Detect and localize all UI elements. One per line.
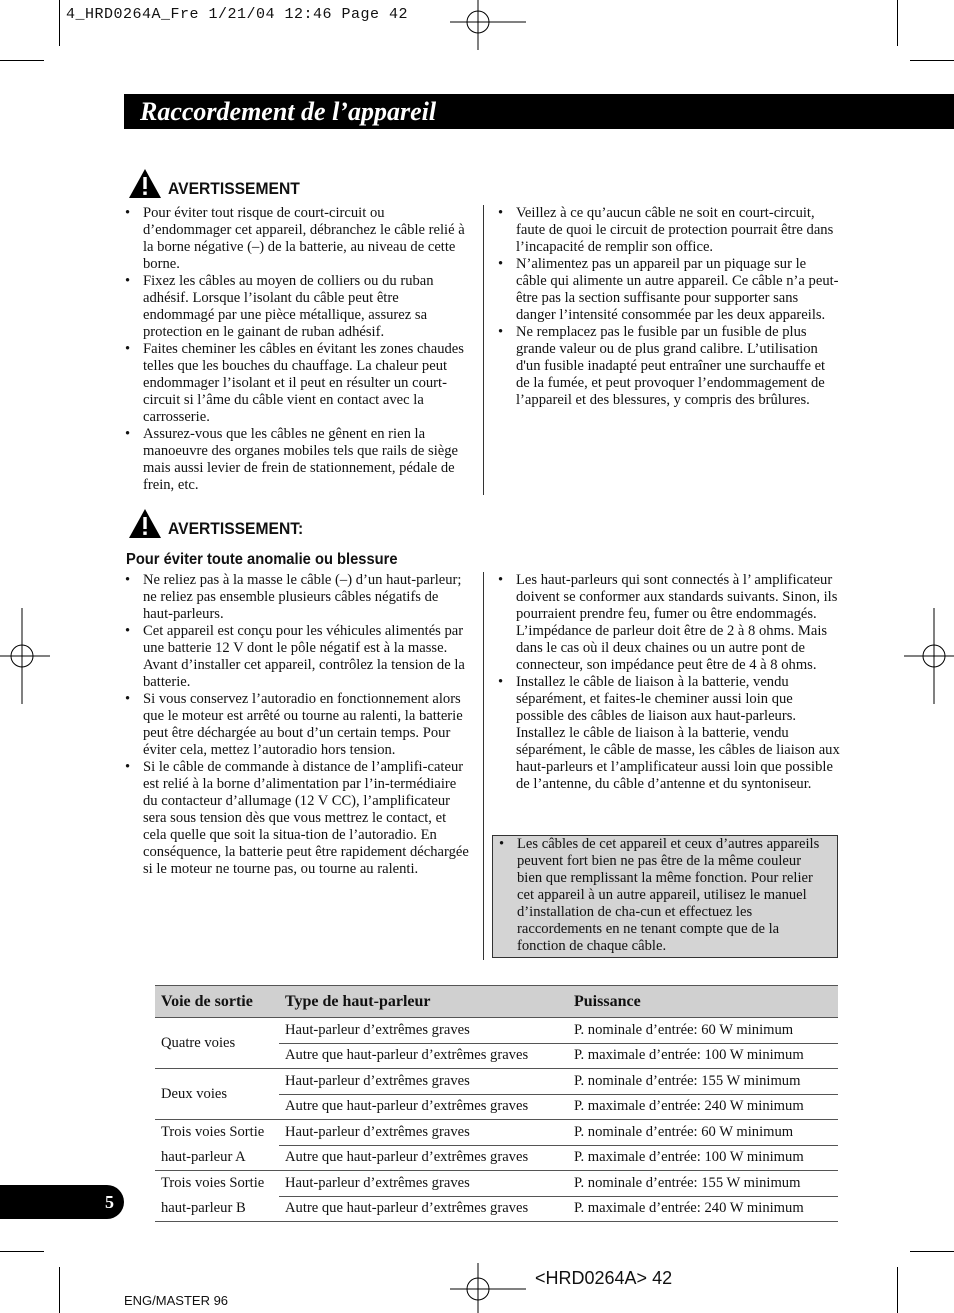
- speaker-table: [155, 985, 838, 1222]
- table-header-row: [155, 986, 838, 1018]
- table-cell: Trois voies Sortie: [161, 1175, 265, 1191]
- list-item: • Ne reliez pas à la masse le câble (–) d’un haut-parleur; ne reliez pas ensemble plusieurs câbles négatifs de haut-parleurs.: [125, 572, 470, 623]
- list-item: • Ne remplacez pas le fusible par un fusible de plus grande valeur ou de plus grand calibre. L’utilisation d'un fusible inadapté peut entraîner une surchauffe et de la fumée, et peut provoquer l’endommagement de l’appareil et des blessures, y compris des brûlures.: [498, 324, 840, 409]
- list-item: • Installez le câble de liaison à la batterie, vendu séparément, et faites-le cheminer aussi loin que possible des câbles de liaison aux haut-parleurs. Installez le câble de liaison à la batterie, vendu séparément, le câble de masse, les câbles de liaison aux haut-parleurs et l’amplificateur aussi loin que possible de l’antenne, du câble d’antenne et du syntoniseur.: [498, 674, 840, 793]
- table-cell: Haut-parleur d’extrêmes graves: [279, 1018, 568, 1044]
- registration-mark-right: [904, 608, 954, 704]
- list-item: • N’alimentez pas un appareil par un piquage sur le câble qui alimente un autre appareil. Ce câble n’a peut-être pas la section suffisante pour supporter sans danger l’intensité consommée par les deux appareils.: [498, 256, 840, 324]
- table-row: [155, 1145, 838, 1171]
- column-divider: [483, 205, 484, 495]
- section-title: Raccordement de l’appareil: [140, 97, 437, 126]
- warning1-left-list: [125, 205, 470, 494]
- table-cell: Quatre voies: [155, 1018, 279, 1069]
- page-number: 5: [105, 1192, 114, 1212]
- table-cell: P. nominale d’entrée: 155 W minimum: [568, 1069, 838, 1095]
- table-row: [155, 1120, 838, 1146]
- table-cell: Trois voies Sortie: [161, 1124, 265, 1140]
- warning-triangle-icon: [128, 168, 162, 199]
- footer-master: ENG/MASTER 96: [124, 1293, 229, 1308]
- table-cell: Autre que haut-parleur d’extrêmes graves: [279, 1043, 568, 1069]
- table-cell: P. maximale d’entrée: 100 W minimum: [568, 1043, 838, 1069]
- list-item: • Cet appareil est conçu pour les véhicules alimentés par une batterie 12 V dont le pôle négatif est à la masse. Avant d’installer cet appareil, contrôlez la tension de la batterie.: [125, 623, 470, 691]
- registration-mark-top: [450, 0, 526, 50]
- list-item: • Veillez à ce qu’aucun câble ne soit en court-circuit, faute de quoi le circuit de protection pourrait être dans l’incapacité de remplir son office.: [498, 205, 840, 256]
- table-cell: P. nominale d’entrée: 155 W minimum: [568, 1171, 838, 1197]
- table-cell: Haut-parleur d’extrêmes graves: [279, 1069, 568, 1095]
- list-item: • Les haut-parleurs qui sont connectés à l’ amplificateur doivent se conformer aux standards suivants. Sinon, ils pourraient prendre feu, fumer ou être endommagés. L’impédance de parleur doit être de 2 à 8 ohms. Mais dans le cas où il deux chaines ou un autre pont de connecteur, son impédance peut être de 4 à 8 ohms.: [498, 572, 840, 674]
- warning-triangle-icon: [128, 508, 162, 539]
- list-item: • Pour éviter tout risque de court-circuit ou d’endommager cet appareil, débranchez le câble relié à la borne négative (–) de la batterie, au niveau de cette borne.: [125, 205, 470, 273]
- table-cell: P. maximale d’entrée: 240 W minimum: [568, 1196, 838, 1222]
- list-item: • Assurez-vous que les câbles ne gênent en rien la manoeuvre des organes mobiles tels que rails de siège mais aussi levier de frein de stationnement, pédale de frein, etc.: [125, 426, 470, 494]
- warning1-right-list: [498, 205, 840, 409]
- header-puissance: Puissance: [568, 986, 838, 1018]
- warning-heading-1: [128, 168, 311, 199]
- print-slug: 4_HRD0264A_Fre 1/21/04 12:46 Page 42: [66, 6, 409, 23]
- table-cell: Haut-parleur d’extrêmes graves: [279, 1171, 568, 1197]
- table-row: [155, 1018, 838, 1044]
- table-cell: Autre que haut-parleur d’extrêmes graves: [279, 1196, 568, 1222]
- table-row: [155, 1196, 838, 1222]
- page-number-badge: [0, 1185, 124, 1219]
- list-item: • Si vous conservez l’autoradio en fonctionnement alors que le moteur est arrêté ou tourne au ralenti, la batterie peut être déchargée au bout d’un certain temps. Pour éviter cela, mettez l’autoradio hors tension.: [125, 691, 470, 759]
- header-voie: Voie de sortie: [155, 986, 279, 1018]
- table-cell: Haut-parleur d’extrêmes graves: [279, 1120, 568, 1146]
- list-item: • Les câbles de cet appareil et ceux d’autres appareils peuvent fort bien ne pas être de la même couleur bien que remplissant la même fonction. Pour relier cet appareil à un autre appareil, utilisez le manuel d’installation de cha-cun et effectuez les raccordements en ne tenant compte que de la fonction de chaque câble.: [499, 836, 829, 955]
- table-cell: haut-parleur A: [155, 1145, 279, 1171]
- table-cell: haut-parleur B: [155, 1196, 279, 1222]
- header-type: Type de haut-parleur: [279, 986, 568, 1018]
- table-cell: P. maximale d’entrée: 240 W minimum: [568, 1094, 838, 1120]
- note-box: [492, 835, 838, 958]
- warning2-left-list: [125, 572, 470, 878]
- note-list: [499, 836, 829, 955]
- table-cell: P. maximale d’entrée: 100 W minimum: [568, 1145, 838, 1171]
- section-title-bar: [124, 94, 954, 129]
- footer-code: <HRD0264A> 42: [535, 1268, 673, 1288]
- table-cell: P. nominale d’entrée: 60 W minimum: [568, 1120, 838, 1146]
- table-cell: P. nominale d’entrée: 60 W minimum: [568, 1018, 838, 1044]
- warning-label: AVERTISSEMENT:: [168, 519, 304, 538]
- registration-mark-left: [0, 608, 50, 704]
- table-cell: Autre que haut-parleur d’extrêmes graves: [279, 1094, 568, 1120]
- warning-subheading: Pour éviter toute anomalie ou blessure: [126, 551, 398, 568]
- table-row: [155, 1171, 838, 1197]
- warning-label: AVERTISSEMENT: [168, 179, 300, 198]
- table-cell: Deux voies: [155, 1069, 279, 1120]
- table-cell: Autre que haut-parleur d’extrêmes graves: [279, 1145, 568, 1171]
- column-divider: [483, 572, 484, 960]
- table-row: [155, 1069, 838, 1095]
- list-item: • Fixez les câbles au moyen de colliers ou du ruban adhésif. Lorsque l’isolant du câble peut être endommagé par une pièce métallique, assurez sa protection en le gainant de ruban adhésif.: [125, 273, 470, 341]
- list-item: • Si le câble de commande à distance de l’amplifi-cateur est relié à la borne d’alimentation par l’in-termédiaire du contacteur d’allumage (12 V CC), l’amplificateur sera sous tension dès que vous mettrez le contact, et cela quelle que soit la situa-tion de l’autoradio. En conséquence, la batterie peut être rapidement déchargée si le moteur ne tourne pas, ou tourne au ralenti.: [125, 759, 470, 878]
- warning-heading-2: [128, 508, 315, 539]
- list-item: • Faites cheminer les câbles en évitant les zones chaudes telles que les bouches du chauffage. La chaleur peut endommager l’isolant et il peut en résulter un court-circuit si l’âme du câble vient en contact avec la carrosserie.: [125, 341, 470, 426]
- warning2-right-list: [498, 572, 840, 793]
- registration-mark-bottom: [450, 1263, 526, 1313]
